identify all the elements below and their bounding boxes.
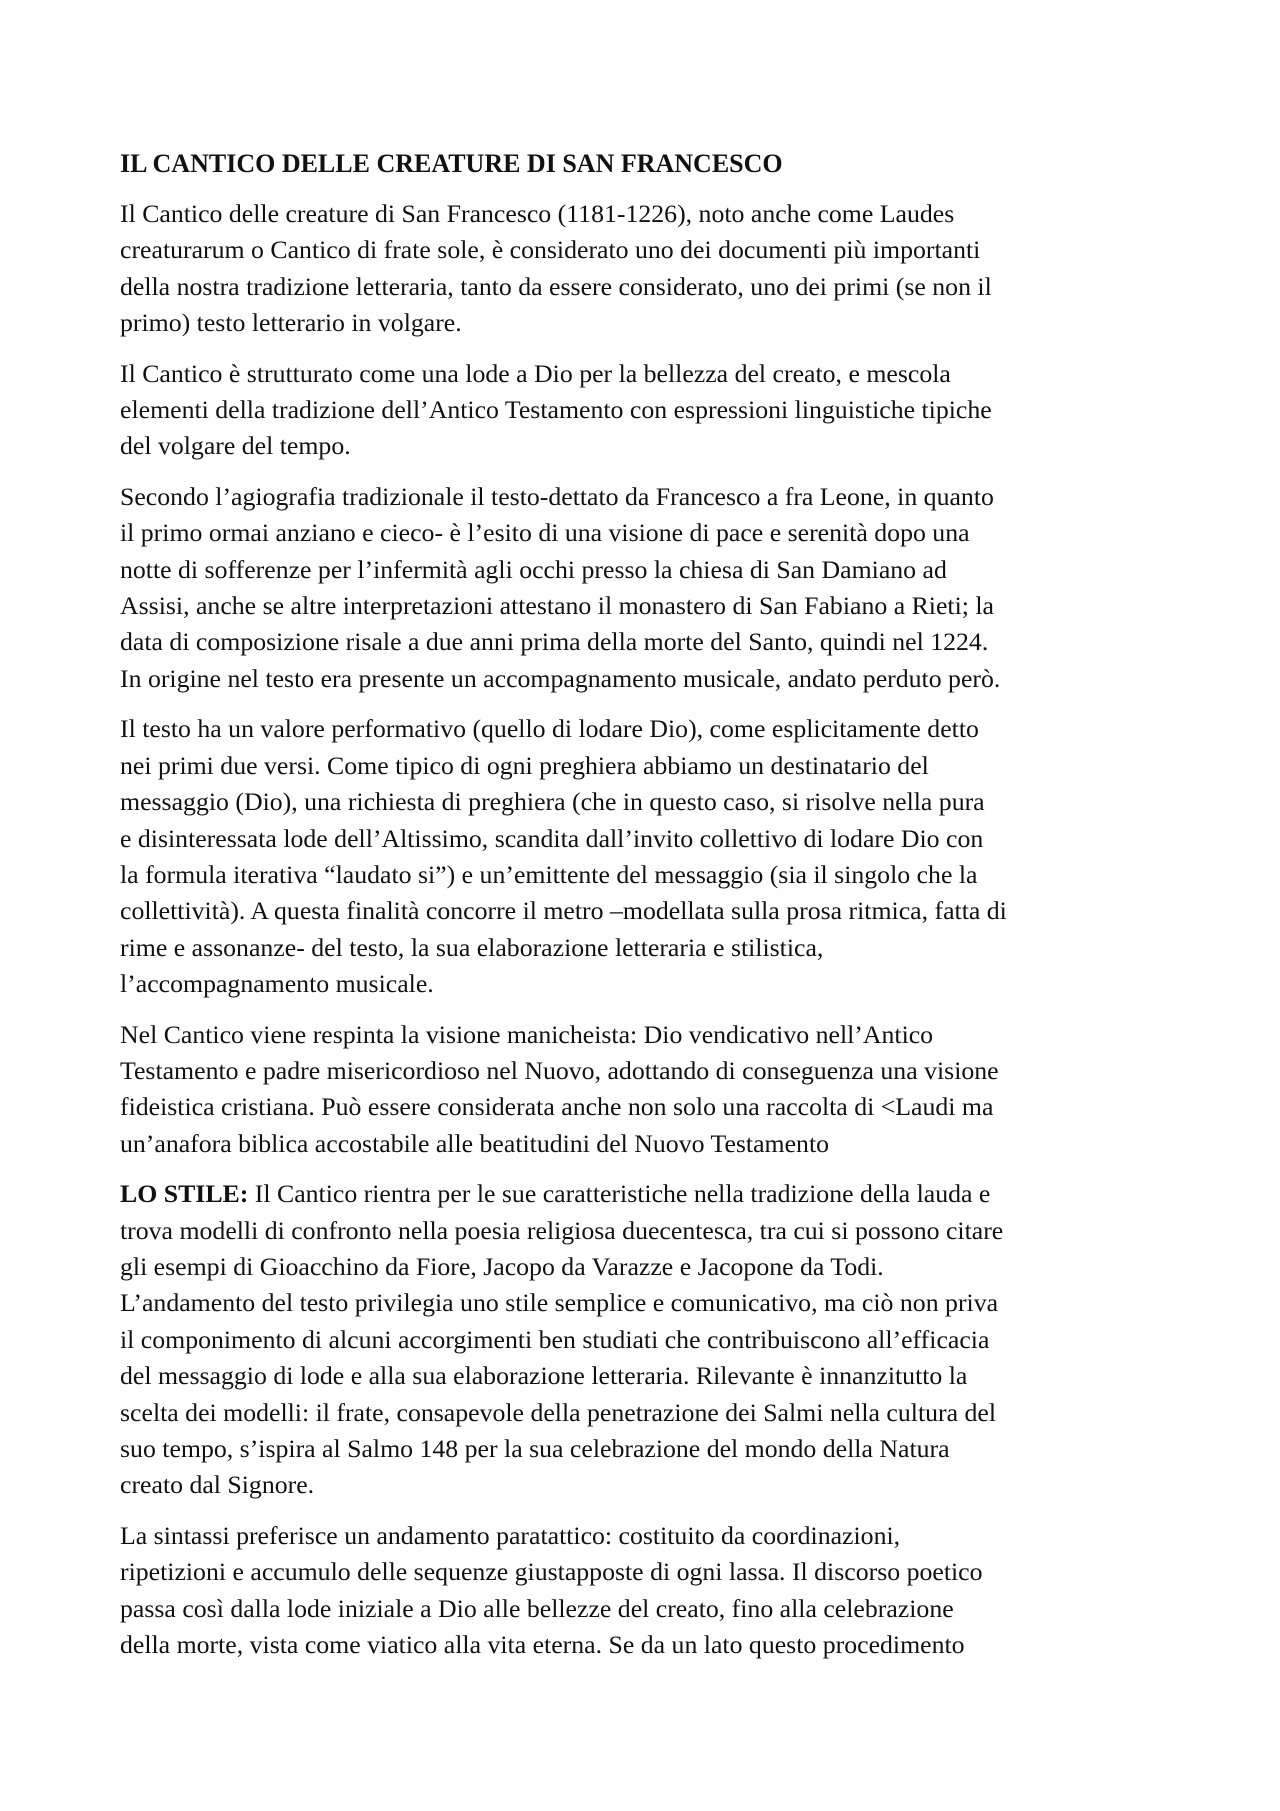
text-line: suo tempo, s’ispira al Salmo 148 per la sua celebrazione del mondo della Natura <box>120 1434 950 1463</box>
text-line: elementi della tradizione dell’Antico Testamento con espressioni linguistiche tipiche <box>120 395 992 425</box>
paragraph-intro <box>120 196 1170 342</box>
text-line: ripetizioni e accumulo delle sequenze giustapposte di ogni lassa. Il discorso poetico <box>120 1557 983 1587</box>
text-line <box>120 1176 1170 1212</box>
text-line: messaggio (Dio), una richiesta di preghiera (che in questo caso, si risolve nella pura <box>120 787 985 817</box>
text-line: nei primi due versi. Come tipico di ogni preghiera abbiamo un destinatario del <box>120 750 929 780</box>
paragraph-performative <box>120 711 1170 1002</box>
document-title: IL CANTICO DELLE CREATURE DI SAN FRANCESCO <box>120 149 783 178</box>
style-first-line: Il Cantico rientra per le sue caratteristiche nella tradizione della lauda e <box>248 1179 991 1209</box>
text-line: il componimento di alcuni accorgimenti ben studiati che contribuiscono all’efficacia <box>120 1324 990 1354</box>
text-line: creato dal Signore. <box>120 1470 315 1500</box>
text-line: Nel Cantico viene respinta la visione manicheista: Dio vendicativo nell’Antico <box>120 1019 934 1049</box>
text-line: creaturarum o Cantico di frate sole, è considerato uno dei documenti più importanti <box>120 235 981 265</box>
text-line: scelta dei modelli: il frate, consapevole della penetrazione dei Salmi nella cultura del <box>120 1397 997 1427</box>
text-line: data di composizione risale a due anni prima della morte del Santo, quindi nel 1224. <box>120 627 989 657</box>
text-line: Il Cantico è strutturato come una lode a Dio per la bellezza del creato, e mescola <box>120 358 951 388</box>
paragraph-structure <box>120 356 1170 465</box>
text-line: il primo ormai anziano e cieco- è l’esito di una visione di pace e serenità dopo una <box>120 518 970 548</box>
paragraph-syntax <box>120 1518 1170 1664</box>
text-line: fideistica cristiana. Può essere considerata anche non solo una raccolta di <Laudi ma <box>120 1092 994 1122</box>
text-line: Testamento e padre misericordioso nel Nuovo, adottando di conseguenza una visione <box>120 1055 999 1085</box>
text-line: La sintassi preferisce un andamento paratattico: costituito da coordinazioni, <box>120 1520 901 1550</box>
text-line: passa così dalla lode iniziale a Dio alle bellezze del creato, fino alla celebrazione <box>120 1593 954 1623</box>
text-line: In origine nel testo era presente un accompagnamento musicale, andato perduto però. <box>120 663 1001 693</box>
text-line: Il testo ha un valore performativo (quello di lodare Dio), come esplicitamente detto <box>120 714 979 744</box>
text-line: l’accompagnamento musicale. <box>120 969 434 999</box>
text-line: della nostra tradizione letteraria, tanto da essere considerato, uno dei primi (se non il <box>120 271 992 301</box>
text-line: del messaggio di lode e alla sua elaborazione letteraria. Rilevante è innanzitutto la <box>120 1361 968 1391</box>
text-line: un’anafora biblica accostabile alle beatitudini del Nuovo Testamento <box>120 1128 830 1158</box>
text-line: della morte, vista come viatico alla vita eterna. Se da un lato questo procedimento <box>120 1630 965 1660</box>
document-body <box>120 146 1170 1677</box>
text-line: notte di sofferenze per l’infermità agli occhi presso la chiesa di San Damiano ad <box>120 554 947 584</box>
text-line: del volgare del tempo. <box>120 431 351 461</box>
text-line: Il Cantico delle creature di San Francesco (1181-1226), noto anche come Laudes <box>120 199 955 228</box>
text-line: trova modelli di confronto nella poesia religiosa duecentesca, tra cui si possono citare <box>120 1215 1004 1245</box>
text-line: e disinteressata lode dell’Altissimo, scandita dall’invito collettivo di lodare Dio con <box>120 823 984 853</box>
style-heading: LO STILE: <box>120 1179 249 1209</box>
text-line: primo) testo letterario in volgare. <box>120 308 462 338</box>
text-line: rime e assonanze- del testo, la sua elaborazione letteraria e stilistica, <box>120 932 824 962</box>
paragraph-manicheism <box>120 1017 1170 1163</box>
text-line: collettività). A questa finalità concorre il metro –modellata sulla prosa ritmica, fatta di <box>120 896 1007 926</box>
text-line: la formula iterativa “laudato si”) e un’emittente del messaggio (sia il singolo che la <box>120 859 978 889</box>
text-line: gli esempi di Gioacchino da Fiore, Jacopo da Varazze e Jacopone da Todi. <box>120 1251 884 1281</box>
paragraph-style <box>120 1176 1170 1504</box>
text-line: L’andamento del testo privilegia uno stile semplice e comunicativo, ma ciò non priva <box>120 1288 999 1318</box>
paragraph-hagiography <box>120 479 1170 697</box>
text-line: Secondo l’agiografia tradizionale il testo-dettato da Francesco a fra Leone, in quanto <box>120 481 994 511</box>
text-line: Assisi, anche se altre interpretazioni attestano il monastero di San Fabiano a Rieti; la <box>120 591 994 621</box>
